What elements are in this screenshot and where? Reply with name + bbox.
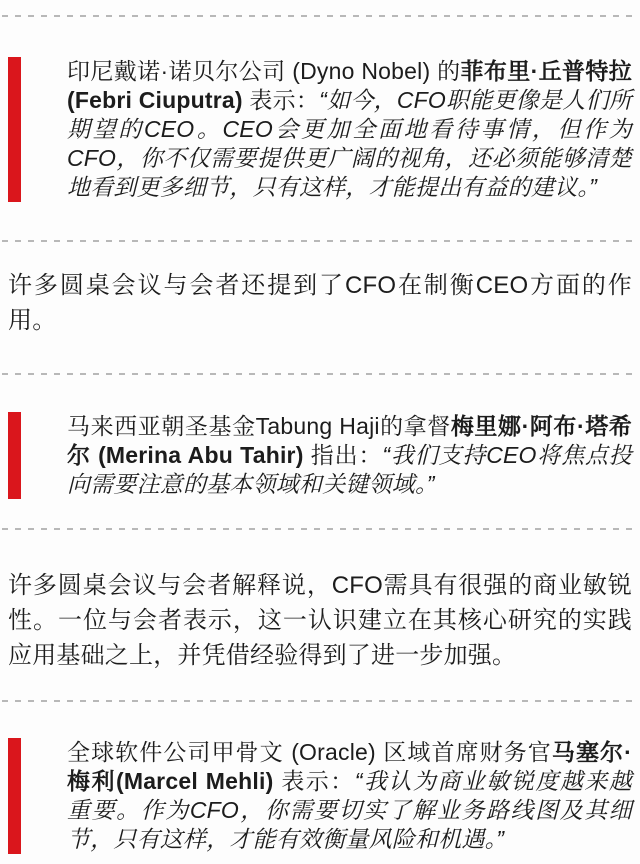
quote-person-name: 菲布里·丘普特拉 (Febri Ciuputra) [67, 58, 632, 113]
quote-prefix: 全球软件公司甲骨文 (Oracle) 区域首席财务官 [67, 739, 552, 765]
dashed-divider [2, 700, 638, 702]
quote-accent-bar [8, 738, 21, 854]
quote-body: “如今，CFO职能更像是人们所期望的CEO。CEO会更加全面地看待事情，但作为CFO，你不仅需要提供更广阔的视角，还必须能够清楚地看到更多细节，只有这样，才能提出有益的建议。” [67, 87, 632, 200]
quote-person-name: 马塞尔·梅利(Marcel Mehli) [67, 739, 632, 794]
quote-verb: 表示： [242, 87, 320, 113]
quote-body: “我们支持CEO将焦点投向需要注意的基本领域和关键领域。” [67, 442, 632, 497]
dashed-divider-top [2, 15, 638, 17]
quote-block-febri-ciuputra [0, 57, 640, 202]
quote-prefix: 印尼戴诺·诺贝尔公司 (Dyno Nobel) 的 [67, 58, 461, 84]
quote-text [67, 738, 632, 854]
quote-body: “我认为商业敏锐度越来越重要。作为CFO，你需要切实了解业务路线图及其细节，只有这样，才能有效衡量风险和机遇。” [67, 768, 632, 852]
quote-prefix: 马来西亚朝圣基金Tabung Haji的拿督 [67, 413, 451, 439]
dashed-divider [2, 373, 638, 375]
body-paragraph: 许多圆桌会议与会者解释说，CFO需具有很强的商业敏锐性。一位与会者表示，这一认识建立在其核心研究的实践应用基础之上，并凭借经验得到了进一步加强。 [8, 572, 632, 669]
quote-verb: 表示： [273, 768, 355, 794]
quote-person-name: 梅里娜·阿布·塔希尔 (Merina Abu Tahir) [67, 413, 632, 468]
quote-accent-bar [8, 412, 21, 499]
quote-block-merina-abu-tahir [0, 412, 640, 499]
quote-verb: 指出： [303, 442, 383, 468]
dashed-divider [2, 240, 638, 242]
quote-text [67, 57, 632, 202]
quote-block-marcel-mehli [0, 738, 640, 854]
quote-accent-bar [8, 57, 21, 202]
quote-text [67, 412, 632, 499]
article-page [0, 15, 640, 864]
body-paragraph: 许多圆桌会议与会者还提到了CFO在制衡CEO方面的作用。 [8, 272, 632, 334]
dashed-divider [2, 528, 638, 530]
